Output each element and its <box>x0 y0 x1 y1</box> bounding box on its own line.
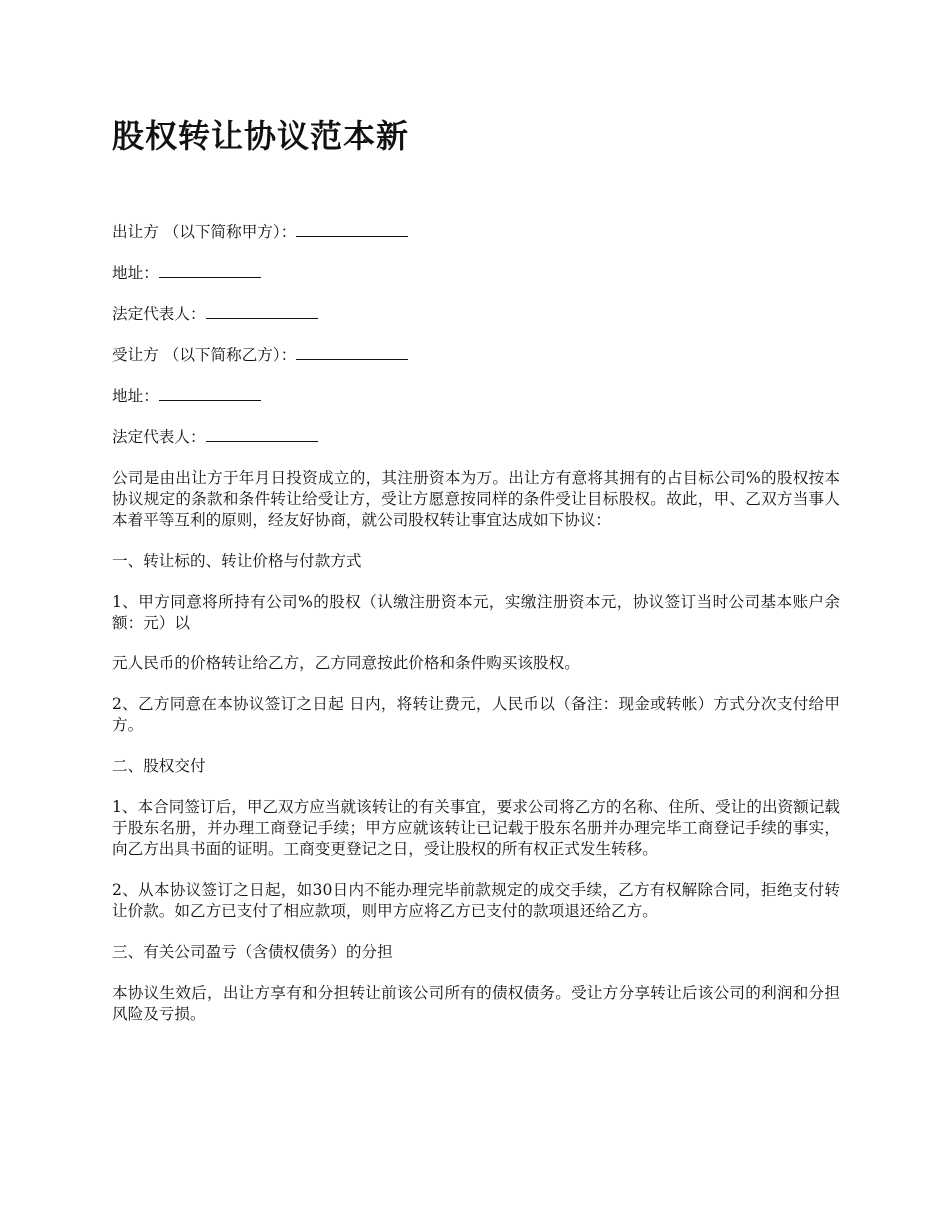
section-heading: 二、股权交付 <box>112 757 206 775</box>
fill-in-blank[interactable] <box>296 222 408 237</box>
clause-paragraph: 2、从本协议签订之日起，如30日内不能办理完毕前款规定的成交手续，乙方有权解除合同，拒绝支付转让价款。如乙方已支付了相应款项，则甲方应将乙方已支付的款项退还给乙方。 <box>112 881 840 920</box>
clause-paragraph: 元人民币的价格转让给乙方，乙方同意按此价格和条件购买该股权。 <box>112 654 580 672</box>
transferor-address-field <box>112 263 840 284</box>
transferee-field <box>112 345 840 366</box>
document-title: 股权转让协议范本新 <box>112 117 410 155</box>
fill-in-blank[interactable] <box>159 263 261 278</box>
section-heading: 一、转让标的、转让价格与付款方式 <box>112 552 362 570</box>
transferor-representative-field <box>112 304 840 325</box>
field-label: 法定代表人： <box>112 428 206 446</box>
field-label: 地址： <box>112 264 159 282</box>
field-label: 法定代表人： <box>112 305 206 323</box>
fill-in-blank[interactable] <box>206 427 318 442</box>
fill-in-blank[interactable] <box>206 304 318 319</box>
transferee-address-field <box>112 386 840 407</box>
transferee-representative-field <box>112 427 840 448</box>
field-label: 出让方 （以下简称甲方）： <box>112 223 297 241</box>
fill-in-blank[interactable] <box>159 386 261 401</box>
fill-in-blank[interactable] <box>296 345 408 360</box>
section-heading: 三、有关公司盈亏（含债权债务）的分担 <box>112 943 393 961</box>
intro-paragraph: 公司是由出让方于年月日投资成立的，其注册资本为万。出让方有意将其拥有的占目标公司%的股权按本协议规定的条款和条件转让给受让方，受让方愿意按同样的条件受让目标股权。故此，甲、乙双方当事人本着平等互利的原则，经友好协商，就公司股权转让事宜达成如下协议： <box>112 469 840 529</box>
clause-paragraph: 本协议生效后，出让方享有和分担转让前该公司所有的债权债务。受让方分享转让后该公司的利润和分担风险及亏损。 <box>112 984 840 1023</box>
transferor-field <box>112 222 840 243</box>
clause-paragraph: 1、本合同签订后，甲乙双方应当就该转让的有关事宜，要求公司将乙方的名称、住所、受让的出资额记载于股东名册，并办理工商登记手续；甲方应就该转让已记载于股东名册并办理完毕工商登记手续的事实，向乙方出具书面的证明。工商变更登记之日，受让股权的所有权正式发生转移。 <box>112 798 840 858</box>
field-label: 受让方 （以下简称乙方）： <box>112 346 297 364</box>
clause-paragraph: 1、甲方同意将所持有公司%的股权（认缴注册资本元，实缴注册资本元，协议签订当时公司基本账户余额：元）以 <box>112 593 840 632</box>
clause-paragraph: 2、乙方同意在本协议签订之日起 日内，将转让费元，人民币以（备注：现金或转帐）方式分次支付给甲方。 <box>112 695 840 734</box>
document-body <box>112 222 840 1045</box>
field-label: 地址： <box>112 387 159 405</box>
